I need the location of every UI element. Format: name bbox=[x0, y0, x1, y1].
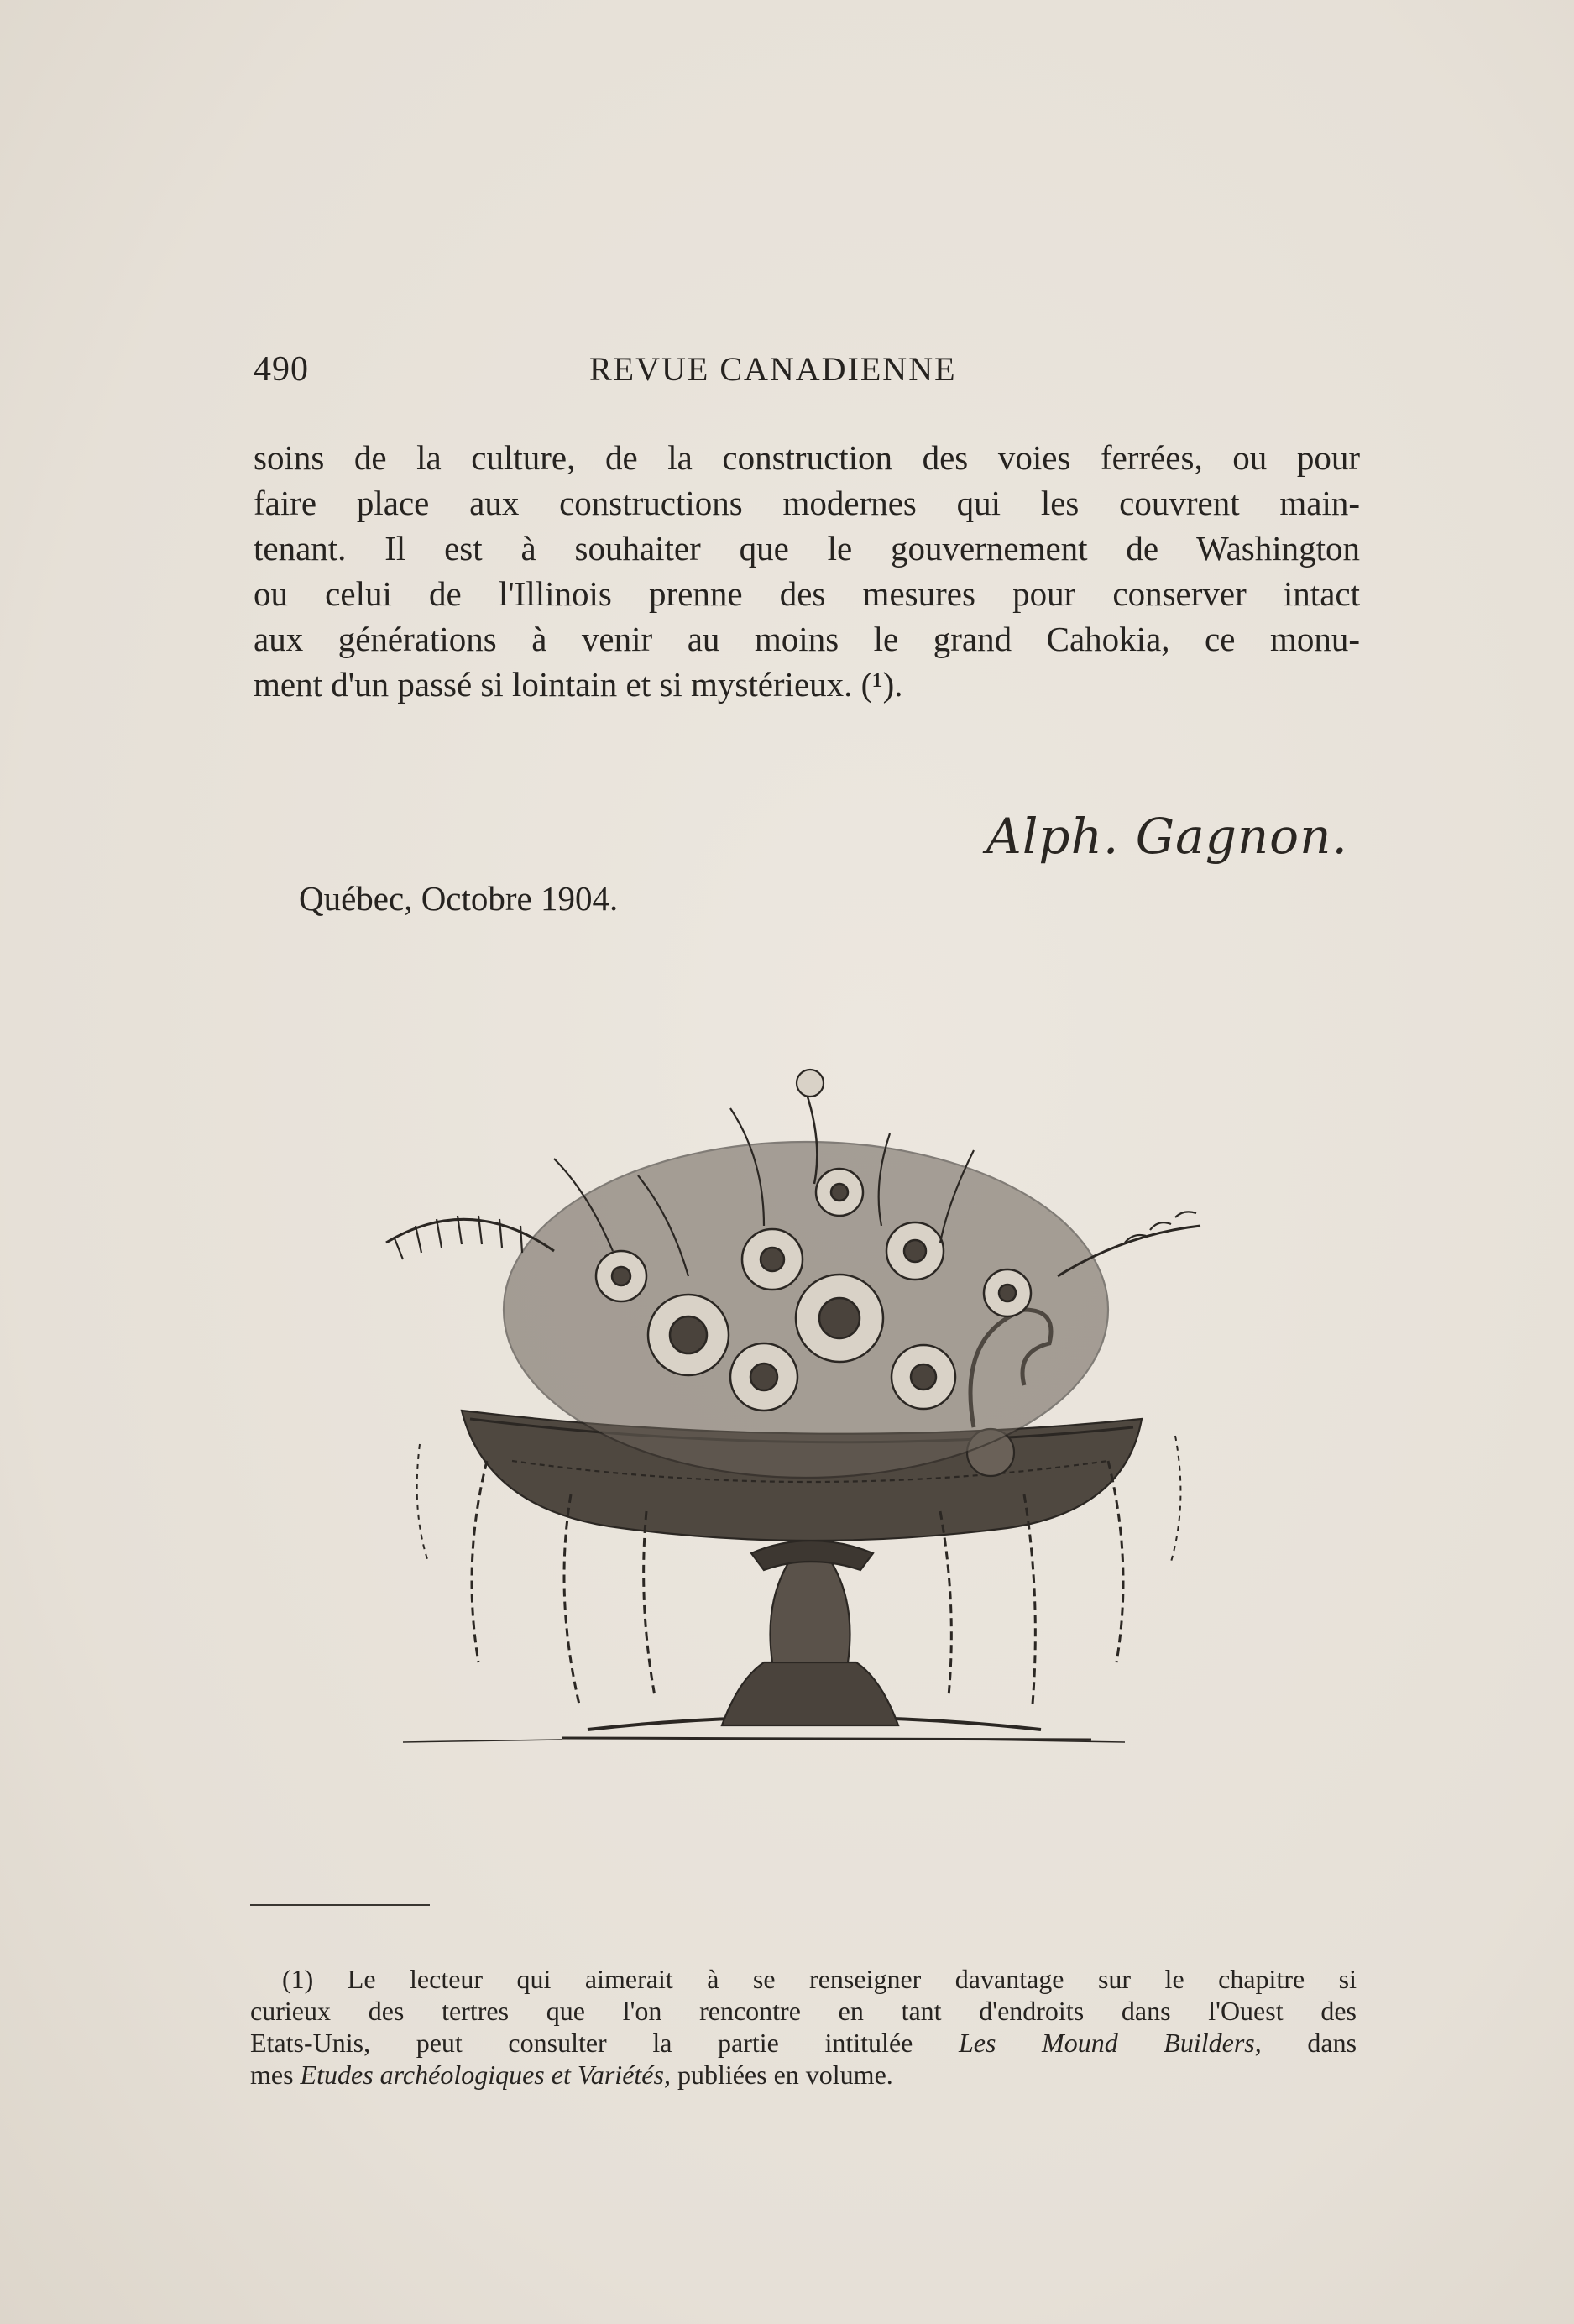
body-line: tenant. Il est à souhaiter que le gouvernement de Washington bbox=[254, 529, 1360, 568]
author-signature: Alph. Gagnon. bbox=[986, 808, 1348, 865]
body-line: aux générations à venir au moins le grand Cahokia, ce monu- bbox=[254, 620, 1360, 658]
body-line: ou celui de l'Illinois prenne des mesures pour conserver intact bbox=[254, 574, 1360, 613]
footnote-text: Etats-Unis, peut consulter la partie intitulée bbox=[250, 2028, 959, 2058]
body-line: soins de la culture, de la construction des voies ferrées, ou pour bbox=[254, 438, 1360, 477]
body-paragraph bbox=[254, 435, 1360, 707]
place-date: Québec, Octobre 1904. bbox=[299, 879, 619, 918]
footnote-text: dans bbox=[1261, 2028, 1357, 2058]
footnote-line: (1) Le lecteur qui aimerait à se renseigner davantage sur le chapitre si bbox=[282, 1964, 1357, 1994]
footnote-separator bbox=[250, 1904, 430, 1906]
body-line: faire place aux constructions modernes qui les couvrent main- bbox=[254, 484, 1360, 522]
footnote-line: curieux des tertres que l'on rencontre en tant d'endroits dans l'Ouest des bbox=[250, 1996, 1357, 2026]
footnote-line bbox=[250, 2027, 1357, 2059]
footnote-text: publiées en volume. bbox=[670, 2060, 893, 2090]
footnote-title-italic: Les Mound Builders, bbox=[958, 2028, 1262, 2058]
page-header bbox=[254, 349, 1362, 400]
footnote-line bbox=[250, 2059, 1357, 2091]
body-line: ment d'un passé si lointain et si mystérieux. (¹). bbox=[254, 665, 903, 704]
flower-urn-engraving-icon bbox=[369, 1058, 1251, 1763]
footnote bbox=[250, 1963, 1357, 2091]
footnote-title-italic: Etudes archéologiques et Variétés, bbox=[300, 2060, 671, 2090]
footnote-text: mes bbox=[250, 2060, 301, 2090]
running-head: REVUE CANADIENNE bbox=[589, 350, 957, 388]
page-number: 490 bbox=[254, 350, 309, 389]
